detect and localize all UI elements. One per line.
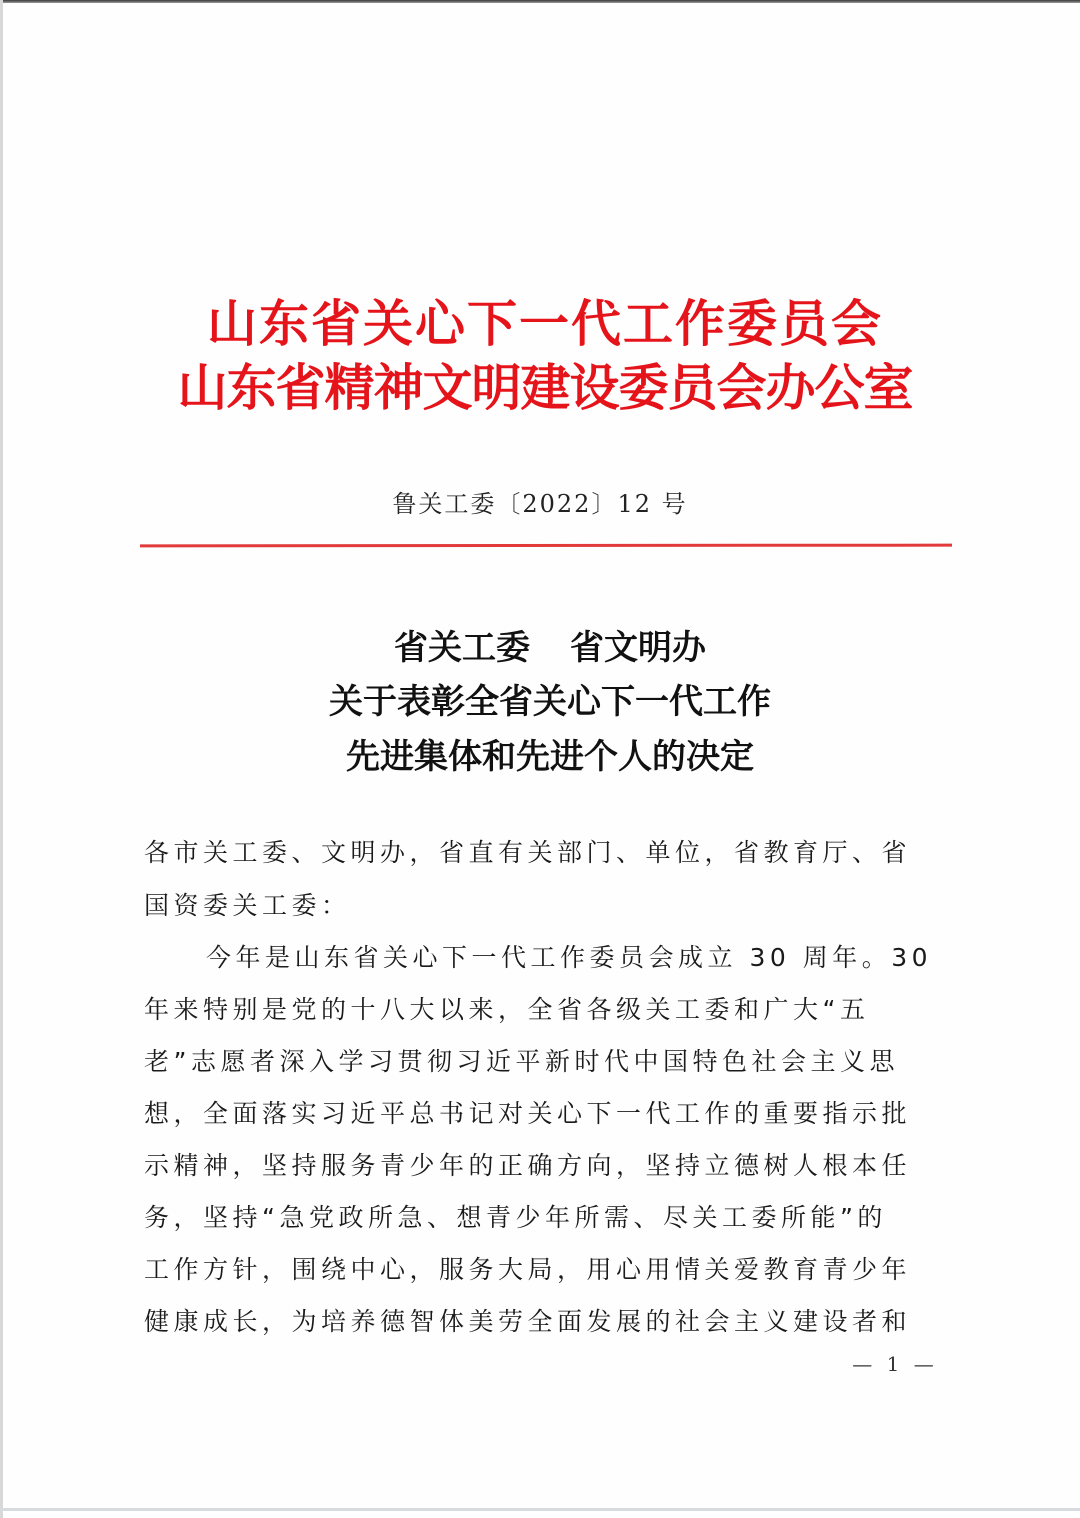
body-line: 国资委关工委： [144,891,351,920]
masthead-line-1: 山东省关心下一代工作委员会 [207,295,883,353]
title-line-2: 关于表彰全省关心下一代工作 [329,682,771,722]
body-line: 工作方针，围绕中心，服务大局，用心用情关爱教育青少年 [144,1255,912,1284]
masthead-line-2: 山东省精神文明建设委员会办公室 [177,359,913,417]
body-line: 今年是山东省关心下一代工作委员会成立 30 周年。30 [206,943,933,972]
body-line: 各市关工委、文明办，省直有关部门、单位，省教育厅、省 [144,838,912,867]
page-left-edge [0,0,3,1518]
page-bottom-edge [0,1508,1080,1511]
page-top-edge [0,0,1080,3]
body-line: 年来特别是党的十八大以来，全省各级关工委和广大“五 [144,995,870,1024]
document-number: 鲁关工委〔2022〕12 号 [392,490,688,518]
red-divider-rule [140,544,952,548]
title-line-1 [200,626,900,670]
body-line: 示精神，坚持服务青少年的正确方向，坚持立德树人根本任 [144,1151,912,1180]
title-issuer-1: 省关工委 [394,628,530,668]
body-line: 健康成长，为培养德智体美劳全面发展的社会主义建设者和 [144,1307,912,1336]
title-issuer-2: 省文明办 [570,628,706,668]
body-line: 务，坚持“急党政所急、想青少年所需、尽关工委所能”的 [144,1203,887,1232]
page-number: — 1 — [852,1352,938,1376]
body-line: 想，全面落实习近平总书记对关心下一代工作的重要指示批 [144,1099,912,1128]
body-line: 老”志愿者深入学习贯彻习近平新时代中国特色社会主义思 [144,1047,899,1076]
title-line-3: 先进集体和先进个人的决定 [346,737,754,777]
